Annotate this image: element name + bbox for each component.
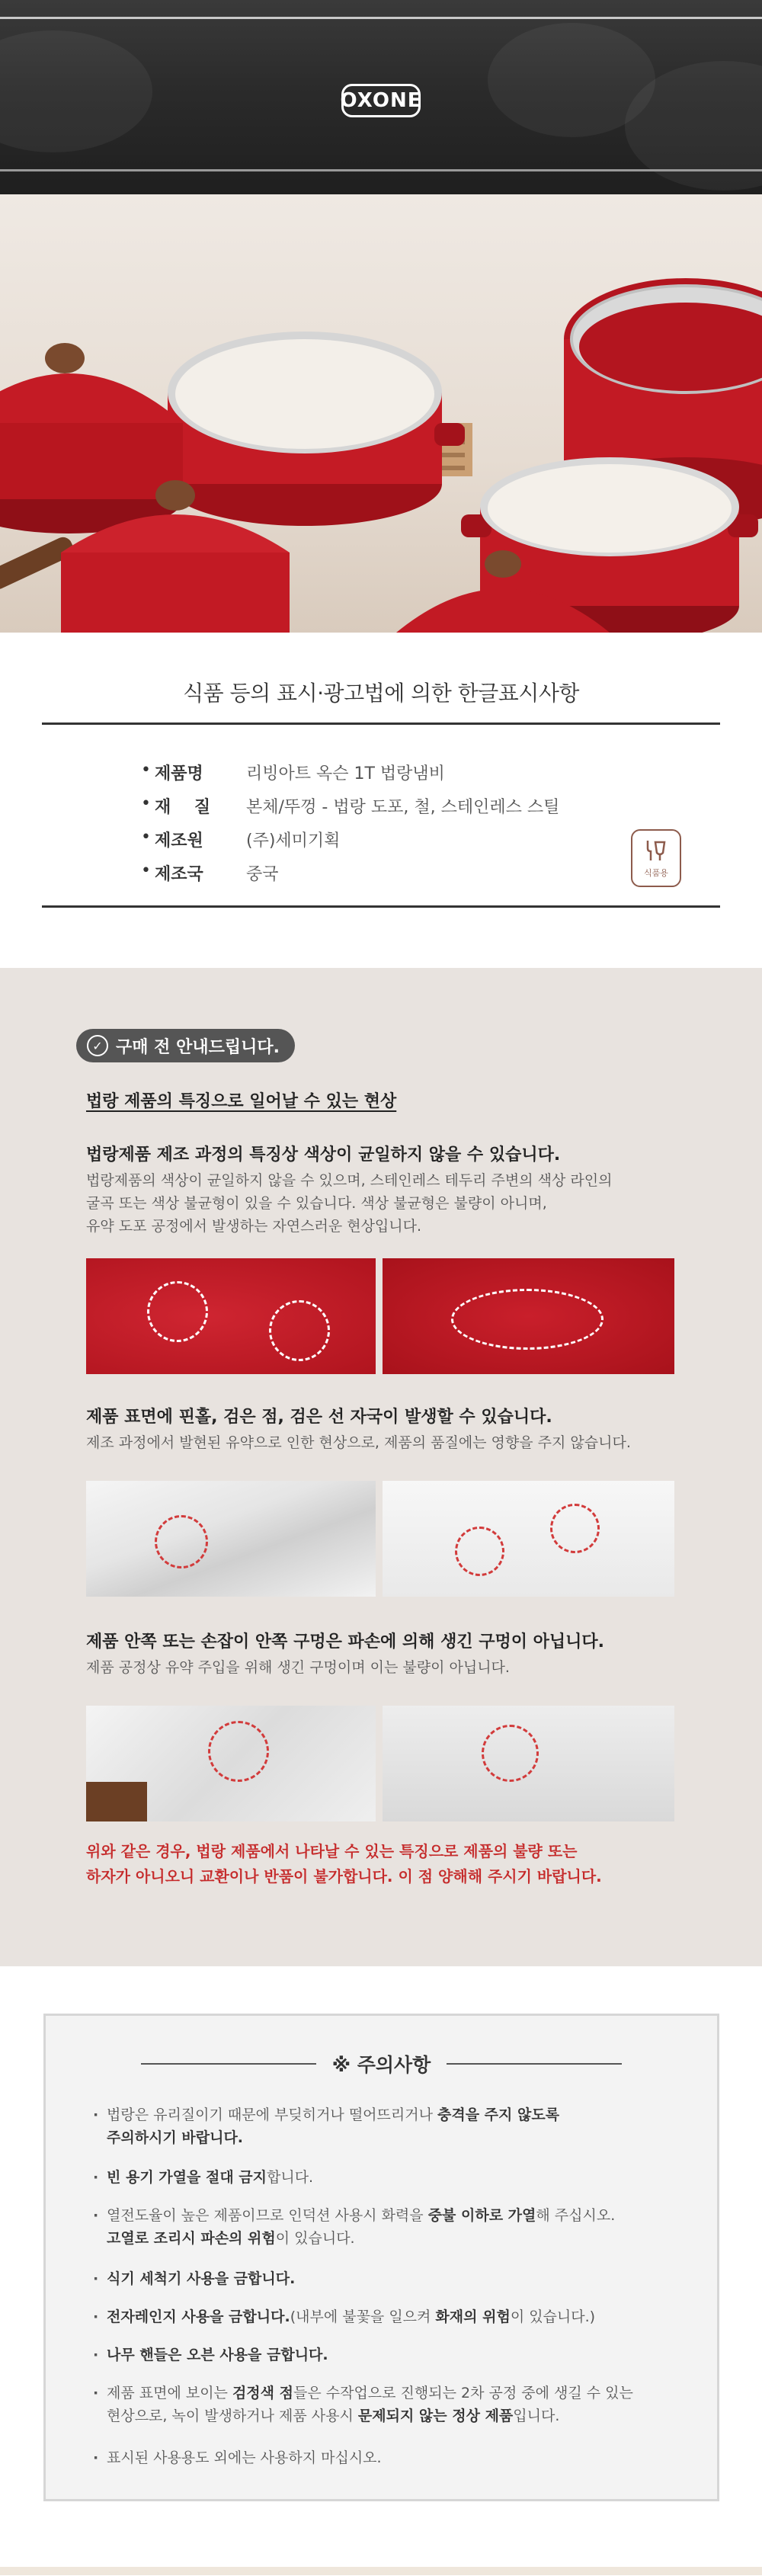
- label-row-manufacturer: [141, 828, 340, 851]
- bullet: •: [141, 794, 151, 813]
- highlight-circle: [155, 1515, 208, 1568]
- caution-item: [91, 2382, 686, 2427]
- notice-item-title: 제품 표면에 핀홀, 검은 점, 검은 선 자국이 발생할 수 있습니다.: [86, 1408, 552, 1427]
- footer-photo-strip: [0, 2567, 762, 2575]
- label-row-material: [141, 794, 559, 818]
- highlight-circle: [208, 1721, 269, 1782]
- caution-item: [91, 2305, 686, 2328]
- label-row-country: [141, 861, 279, 885]
- caution-bold: 문제되지 않는 정상 제품: [357, 2408, 514, 2424]
- caution-text: 법랑은 유리질이기 때문에 부딪히거나 떨어뜨리거나: [107, 2107, 437, 2123]
- warning-line: 위와 같은 경우, 법랑 제품에서 나타날 수 있는 특징으로 제품의 불량 또는: [86, 1842, 578, 1860]
- caution-item: [91, 2267, 686, 2290]
- body-line: 굴곡 또는 색상 불균형이 있을 수 있습니다. 색상 불균형은 불량이 아니며,: [86, 1195, 547, 1212]
- brand-header: [0, 0, 762, 194]
- caution-bold: 식기 세척기 사용을 금합니다.: [107, 2270, 296, 2287]
- product-illustration: [0, 194, 762, 633]
- body-line: 법랑제품의 색상이 균일하지 않을 수 있으며, 스테인레스 테두리 주변의 색상 라인의: [86, 1172, 613, 1189]
- caution-item: [91, 2446, 686, 2469]
- notice-item-title: 제품 안쪽 또는 손잡이 안쪽 구멍은 파손에 의해 생긴 구멍이 아닙니다.: [86, 1632, 605, 1652]
- cup-fork-icon: [643, 838, 669, 863]
- notice-item-title: 법랑제품 제조 과정의 특징상 색상이 균일하지 않을 수 있습니다.: [86, 1145, 561, 1165]
- header-top-line: [0, 17, 762, 19]
- highlight-circle: [550, 1504, 600, 1553]
- caution-bold: 검정색 점: [232, 2385, 293, 2401]
- caution-text: (내부에 불꽃을 일으켜: [290, 2308, 436, 2325]
- caution-bold: 빈 용기 가열을 절대 금지: [107, 2169, 267, 2186]
- decorative-pot-shadow: [0, 30, 152, 152]
- caution-section: [0, 1966, 762, 2576]
- label-key: 재 질: [155, 798, 211, 817]
- bullet: •: [141, 761, 151, 780]
- label-key: 제조원: [155, 831, 203, 851]
- notice-pill: [76, 1029, 295, 1062]
- caution-text: 이 있습니다.: [275, 2230, 355, 2247]
- wooden-handle: [86, 1782, 147, 1821]
- caution-title: ※ 주의사항: [331, 2054, 431, 2076]
- highlight-circle: [455, 1527, 504, 1576]
- body-line: 제품 공정상 유약 주입을 위해 생긴 구멍이며 이는 불량이 아닙니다.: [86, 1659, 510, 1676]
- product-photo: [0, 194, 762, 633]
- caution-text: 표시된 사용용도 외에는 사용하지 마십시오.: [107, 2449, 382, 2466]
- caution-item: [91, 2204, 686, 2250]
- label-info-section: [0, 633, 762, 968]
- photo-pinhole-1: [86, 1481, 376, 1597]
- caution-bold: 주의하시기 바랍니다.: [107, 2129, 244, 2146]
- label-value: (주)세미기획: [246, 831, 341, 851]
- body-line: 유약 도포 공정에서 발생하는 자연스러운 현상입니다.: [86, 1218, 422, 1235]
- notice-warning: [86, 1839, 602, 1889]
- caution-bold: 화재의 위험: [435, 2308, 511, 2325]
- caution-bold: 나무 핸들은 오븐 사용을 금합니다.: [107, 2347, 328, 2363]
- brand-logo-text: OXONE: [340, 89, 422, 112]
- caution-text: 제품 표면에 보이는: [107, 2385, 232, 2401]
- caution-text: 들은 수작업으로 진행되는 2차 공정 중에 생길 수 있는: [293, 2385, 633, 2401]
- label-title: 식품 등의 표시·광고법에 의한 한글표시사항: [183, 681, 579, 706]
- caution-title-line-right: [447, 2063, 622, 2065]
- caution-item: [91, 2103, 686, 2149]
- food-safe-badge: [631, 829, 681, 887]
- label-value: 리빙아트 옥슨 1T 법랑냄비: [246, 764, 445, 783]
- notice-heading: 법랑 제품의 특징으로 일어날 수 있는 현상: [86, 1092, 397, 1111]
- caution-item: [91, 2166, 686, 2189]
- caution-text: 현상으로, 녹이 발생하거나 제품 사용시: [107, 2408, 358, 2424]
- caution-text: 열전도율이 높은 제품이므로 인덕션 사용시 화력을: [107, 2207, 428, 2224]
- check-circle-icon: ✓: [87, 1035, 108, 1056]
- notice-item-body: [86, 1656, 510, 1679]
- caution-bold: 전자레인지 사용을 금합니다.: [107, 2308, 290, 2325]
- caution-bold: 충격을 주지 않도록: [437, 2107, 560, 2123]
- notice-item-body: [86, 1169, 612, 1238]
- highlight-circle: [482, 1725, 539, 1782]
- notice-pill-label: 구매 전 안내드립니다.: [116, 1037, 280, 1057]
- warning-line: 하자가 아니오니 교환이나 반품이 불가합니다. 이 점 양해해 주시기 바랍니다.: [86, 1867, 602, 1886]
- label-value: 중국: [246, 865, 279, 884]
- caution-item: [91, 2344, 686, 2366]
- bullet: •: [141, 861, 151, 880]
- photo-hole-1: [86, 1706, 376, 1821]
- photo-color-uneven-1: [86, 1258, 376, 1374]
- caution-text: 합니다.: [267, 2169, 314, 2186]
- caution-text: 해 주십시오.: [536, 2207, 616, 2224]
- bullet: •: [141, 828, 151, 847]
- body-line: 제조 과정에서 발현된 유약으로 인한 현상으로, 제품의 품질에는 영향을 주지 않습니다.: [86, 1434, 631, 1451]
- label-value: 본체/뚜껑 - 법랑 도포, 철, 스테인레스 스틸: [246, 798, 560, 817]
- pot-lidded-left: [0, 343, 183, 533]
- label-key: 제품명: [155, 764, 203, 783]
- caution-box: [43, 2014, 719, 2501]
- label-row-product-name: [141, 761, 445, 784]
- caution-bold: 중불 이하로 가열: [427, 2207, 536, 2224]
- caution-bold: 고열로 조리시 파손의 위험: [107, 2230, 276, 2247]
- highlight-circle: [451, 1289, 604, 1350]
- label-bottom-rule: [42, 905, 720, 908]
- header-bottom-line: [0, 169, 762, 171]
- caution-text: 입니다.: [513, 2408, 560, 2424]
- photo-pinhole-2: [383, 1481, 674, 1597]
- label-top-rule: [42, 722, 720, 725]
- food-safe-label: 식품용: [644, 868, 668, 878]
- brand-logo: [341, 84, 421, 117]
- caution-text: 이 있습니다.): [510, 2308, 596, 2325]
- notice-item-body: [86, 1431, 631, 1454]
- photo-hole-2: [383, 1706, 674, 1821]
- highlight-circle: [269, 1300, 330, 1361]
- photo-color-uneven-2: [383, 1258, 674, 1374]
- highlight-circle: [147, 1281, 208, 1342]
- purchase-notice-section: [0, 968, 762, 1966]
- label-key: 제조국: [155, 865, 203, 884]
